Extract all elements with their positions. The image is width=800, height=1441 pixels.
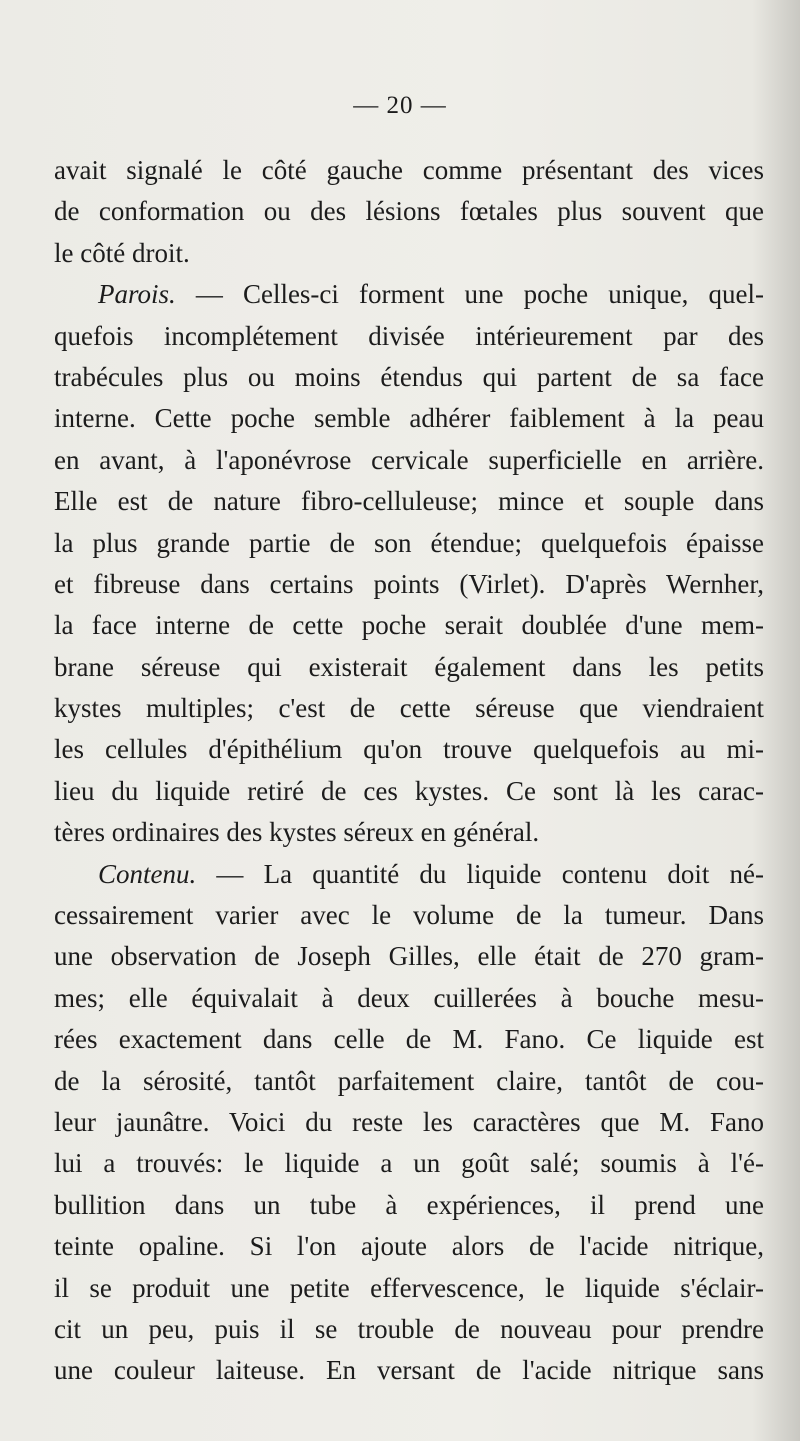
text-line: le côté droit. [54, 237, 190, 268]
text-line: quefois incomplétement divisée intérieurement par des [54, 320, 764, 351]
section-heading-contenu: Contenu. [98, 858, 197, 889]
text-line: bullition dans un tube à expériences, il prend une [54, 1189, 764, 1220]
text-line: Elle est de nature fibro-celluleuse; mince et souple dans [54, 486, 764, 517]
text-line: lieu du liquide retiré de ces kystes. Ce sont là les carac- [54, 775, 764, 806]
text-line: il se produit une petite effervescence, le liquide s'éclair- [54, 1272, 764, 1303]
text-line: trabécules plus ou moins étendus qui partent de sa face [54, 361, 764, 392]
paragraph-parois [54, 274, 764, 315]
text-line: leur jaunâtre. Voici du reste les caractères que M. Fano [54, 1106, 764, 1137]
text-line: la face interne de cette poche serait doublée d'une mem- [54, 610, 764, 641]
text-line: tères ordinaires des kystes séreux en général. [54, 817, 540, 848]
text-line: cessairement varier avec le volume de la tumeur. Dans [54, 900, 764, 931]
text-line: rées exactement dans celle de M. Fano. Ce liquide est [54, 1024, 764, 1055]
text-line: mes; elle équivalait à deux cuillerées à bouche mesu- [54, 982, 764, 1013]
text-line: brane séreuse qui existerait également dans les petits [54, 651, 764, 682]
text-line: kystes multiples; c'est de cette séreuse que viendraient [54, 693, 764, 724]
body-text [54, 150, 764, 1392]
page-number: — 20 — [353, 92, 447, 119]
text-line: et fibreuse dans certains points (Virlet). D'après Wernher, [54, 568, 764, 599]
text-line: en avant, à l'aponévrose cervicale superficielle en arrière. [54, 444, 764, 475]
text-line: la plus grande partie de son étendue; quelquefois épaisse [54, 527, 764, 558]
text-line: — Celles-ci forment une poche unique, quel- [195, 279, 764, 310]
paragraph-contenu [54, 854, 764, 895]
text-line: avait signalé le côté gauche comme présentant des vices [54, 155, 764, 185]
section-heading-parois: Parois. [98, 279, 176, 310]
text-line: une observation de Joseph Gilles, elle était de 270 gram- [54, 941, 764, 972]
text-line: teinte opaline. Si l'on ajoute alors de l'acide nitrique, [54, 1231, 764, 1262]
text-line: lui a trouvés: le liquide a un goût salé; soumis à l'é- [54, 1148, 764, 1179]
text-line: de conformation ou des lésions fœtales plus souvent que [54, 196, 764, 227]
text-line: de la sérosité, tantôt parfaitement claire, tantôt de cou- [54, 1065, 764, 1096]
text-line: une couleur laiteuse. En versant de l'acide nitrique sans [54, 1355, 764, 1386]
text-line: — La quantité du liquide contenu doit né- [216, 858, 764, 889]
text-line: interne. Cette poche semble adhérer faiblement à la peau [54, 403, 764, 434]
text-line: les cellules d'épithélium qu'on trouve quelquefois au mi- [54, 734, 764, 765]
text-line: cit un peu, puis il se trouble de nouveau pour prendre [54, 1313, 764, 1344]
